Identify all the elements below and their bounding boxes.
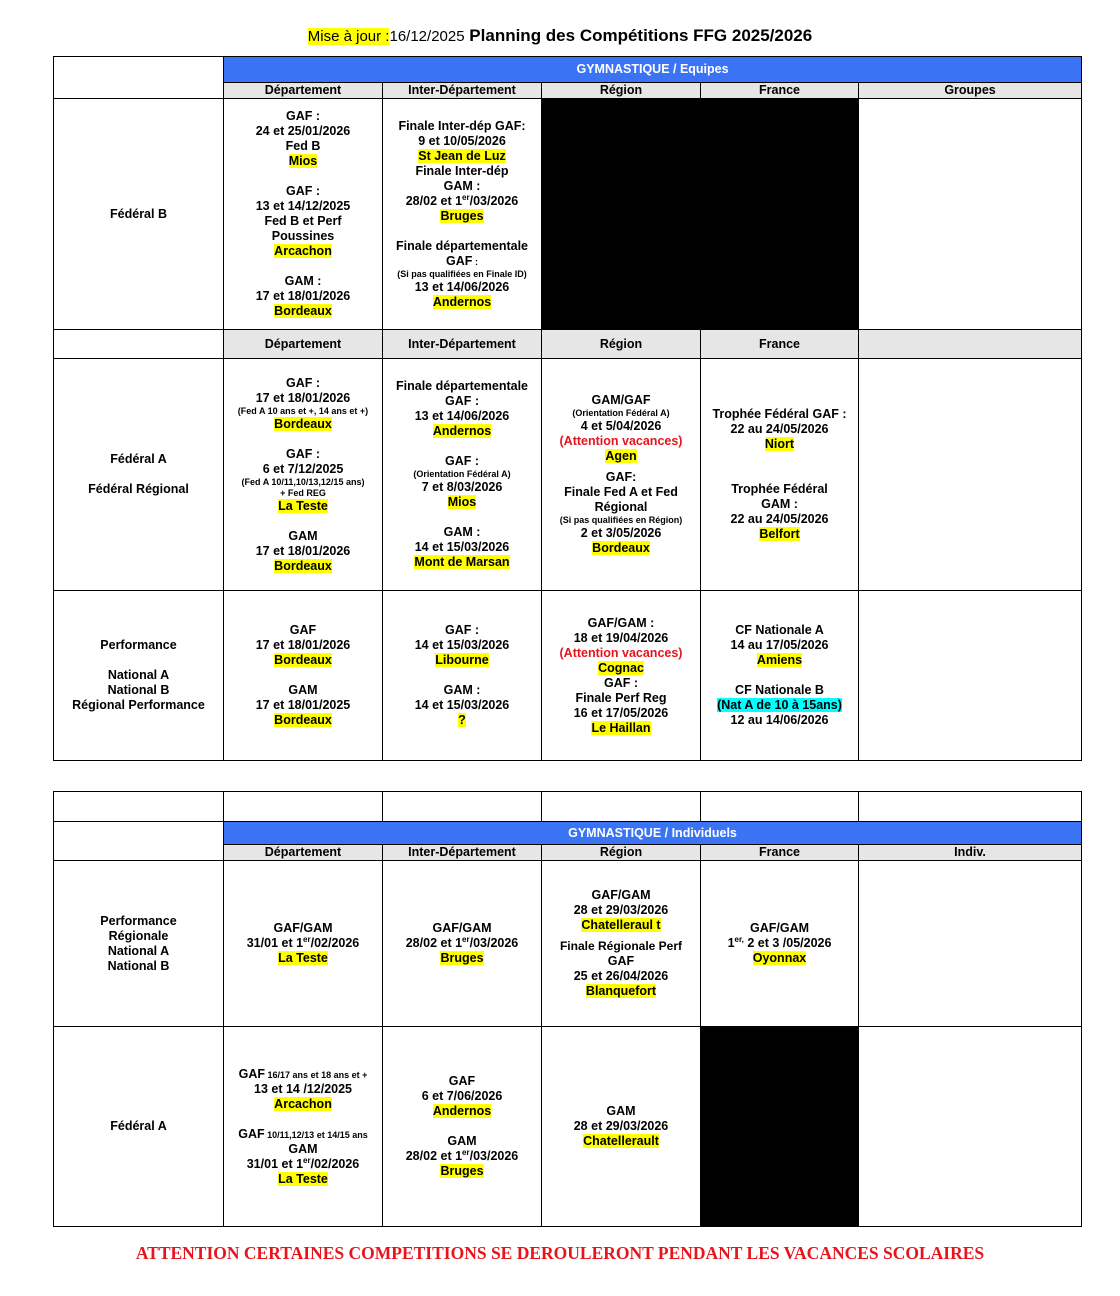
perf-inter-cell: GAF : 14 et 15/03/2026 Libourne GAM : 14 et 15/03/2026 ? — [383, 591, 542, 761]
location: Amiens — [756, 653, 803, 667]
col-header-departement: Département — [224, 330, 383, 359]
location: Bruges — [440, 1164, 484, 1178]
location: Bordeaux — [274, 713, 332, 727]
location: Bordeaux — [592, 541, 650, 555]
location: Blanquefort — [585, 984, 657, 998]
col-header-empty — [859, 330, 1082, 359]
redacted-block — [701, 1027, 859, 1227]
col-header-inter-departement: Inter-Département — [383, 845, 542, 861]
update-label: Mise à jour : — [307, 28, 390, 45]
corner-cell — [54, 822, 224, 861]
perf-extra-cell — [859, 591, 1082, 761]
location: Arcachon — [274, 244, 332, 258]
equipes-table — [53, 56, 1082, 761]
location: Bordeaux — [274, 558, 332, 573]
indiv-fedA-inter-cell: GAF 6 et 7/06/2026 Andernos GAM 28/02 et 1er/03/2026 Bruges — [383, 1027, 542, 1227]
col-header-france: France — [701, 330, 859, 359]
col-header-departement: Département — [224, 83, 383, 99]
row-label-federal-b: Fédéral B — [54, 99, 224, 330]
empty-cell — [383, 792, 542, 822]
location: Mios — [447, 495, 477, 509]
location: Andernos — [432, 1104, 492, 1118]
fedB-inter-cell: Finale Inter-dép GAF: 9 et 10/05/2026 St Jean de Luz Finale Inter-dép GAM : 28/02 et 1er/03/2026 Bruges Finale départementale GAF : (Si pas qualifiées en Finale ID) 13 et 14/06/2026 Andernos — [383, 99, 542, 330]
location: Andernos — [432, 424, 492, 438]
col-header-inter-departement: Inter-Département — [383, 83, 542, 99]
col-header-inter-departement: Inter-Département — [383, 330, 542, 359]
perf-departement-cell: GAF 17 et 18/01/2026 Bordeaux GAM 17 et 18/01/2025 Bordeaux — [224, 591, 383, 761]
col-header-departement: Département — [224, 845, 383, 861]
location: La Teste — [278, 951, 328, 965]
col-header-region: Région — [542, 845, 701, 861]
perf-france-cell: CF Nationale A 14 au 17/05/2026 Amiens CF Nationale B (Nat A de 10 à 15ans) 12 au 14/06/2026 — [701, 591, 859, 761]
vacation-warning: (Attention vacances) — [559, 645, 683, 660]
empty-cell — [701, 792, 859, 822]
location: La Teste — [278, 498, 328, 513]
indiv-perf-region-cell: GAF/GAM 28 et 29/03/2026 Chatelleraul t Finale Régionale Perf GAF 25 et 26/04/2026 Blanquefort — [542, 861, 701, 1027]
row-label-federal-a: Fédéral A Fédéral Régional — [54, 359, 224, 591]
location: Chatelleraul t — [581, 918, 661, 932]
location: La Teste — [278, 1171, 328, 1186]
indiv-perf-france-cell: GAF/GAM $1^{er,}$ 2 et 3 /05/2026 Oyonnax — [701, 861, 859, 1027]
page-title — [0, 26, 1120, 46]
indiv-fedA-region-cell: GAM 28 et 29/03/2026 Chatellerault — [542, 1027, 701, 1227]
col-header-region: Région — [542, 330, 701, 359]
row-label-performance: Performance National A National B Régional Performance — [54, 591, 224, 761]
fedA-inter-cell: Finale départementale GAF : 13 et 14/06/2026 Andernos GAF : (Orientation Fédéral A) 7 et 8/03/2026 Mios GAM : 14 et 15/03/2026 Mont de Marsan — [383, 359, 542, 591]
location: Bruges — [440, 208, 484, 223]
empty-cell — [54, 330, 224, 359]
indiv-perf-extra-cell — [859, 861, 1082, 1027]
empty-cell — [859, 792, 1082, 822]
col-header-france: France — [701, 83, 859, 99]
location: Bordeaux — [274, 653, 332, 667]
location: Andernos — [432, 294, 492, 309]
col-header-region: Région — [542, 83, 701, 99]
row-label-performance-indiv: Performance Régionale National A National B — [54, 861, 224, 1027]
fedA-departement-cell: GAF : 17 et 18/01/2026 (Fed A 10 ans et +, 14 ans et +) Bordeaux GAF : 6 et 7/12/2025 (Fed A 10/11,10/13,12/15 ans) + Fed REG La Teste GAM 17 et 18/01/2026 Bordeaux — [224, 359, 383, 591]
indiv-perf-inter-cell: GAF/GAM 28/02 et 1er/03/2026 Bruges — [383, 861, 542, 1027]
col-header-france: France — [701, 845, 859, 861]
col-header-groupes: Groupes — [859, 83, 1082, 99]
corner-cell — [54, 57, 224, 99]
row-label-federal-a-indiv: Fédéral A — [54, 1027, 224, 1227]
empty-cell — [542, 792, 701, 822]
empty-cell — [224, 792, 383, 822]
location: Oyonnax — [752, 951, 807, 965]
empty-cell — [54, 792, 224, 822]
location: Bruges — [440, 951, 484, 965]
location: Libourne — [435, 653, 489, 667]
location: St Jean de Luz — [418, 148, 506, 163]
fedA-france-cell: Trophée Fédéral GAF : 22 au 24/05/2026 Niort Trophée Fédéral GAM : 22 au 24/05/2026 Belfort — [701, 359, 859, 591]
indiv-perf-departement-cell: GAF/GAM 31/01 et 1er/02/2026 La Teste — [224, 861, 383, 1027]
location: Bordeaux — [274, 416, 332, 431]
fedB-departement-cell: GAF : 24 et 25/01/2026 Fed B Mios GAF : 13 et 14/12/2025 Fed B et Perf Poussines Arcachon GAM : 17 et 18/01/2026 Bordeaux — [224, 99, 383, 330]
update-date: 16/12/2025 — [389, 28, 465, 45]
individuels-banner: GYMNASTIQUE / Individuels — [224, 822, 1082, 845]
col-header-indiv: Indiv. — [859, 845, 1082, 861]
note-highlight: (Nat A de 10 à 15ans) — [717, 698, 842, 712]
location: Mios — [288, 154, 318, 168]
location: Chatellerault — [583, 1134, 659, 1148]
fedB-groupes-cell — [859, 99, 1082, 330]
location: ? — [458, 713, 466, 727]
perf-region-cell: GAF/GAM : 18 et 19/04/2026 (Attention vacances) Cognac GAF : Finale Perf Reg 16 et 17/05/2026 Le Haillan — [542, 591, 701, 761]
location: Niort — [764, 437, 795, 451]
location: Cognac — [598, 660, 644, 675]
location: Bordeaux — [274, 304, 332, 318]
planning-title: Planning des Compétitions FFG 2025/2026 — [469, 26, 813, 45]
individuels-table — [53, 791, 1082, 1227]
location: Arcachon — [274, 1096, 332, 1111]
location: Le Haillan — [591, 720, 651, 735]
location: Belfort — [759, 527, 800, 541]
indiv-fedA-departement-cell: GAF 16/17 ans et 18 ans et + 13 et 14 /12/2025 Arcachon GAF 10/11,12/13 et 14/15 ans GAM 31/01 et 1er/02/2026 La Teste — [224, 1027, 383, 1227]
redacted-block — [542, 99, 859, 330]
equipes-banner: GYMNASTIQUE / Equipes — [224, 57, 1082, 83]
vacation-warning: (Attention vacances) — [559, 434, 683, 448]
fedA-extra-cell — [859, 359, 1082, 591]
vacation-footer-warning: ATTENTION CERTAINES COMPETITIONS SE DEROULERONT PENDANT LES VACANCES SCOLAIRES — [135, 1243, 985, 1263]
location: Mont de Marsan — [414, 555, 510, 569]
fedA-region-cell: GAM/GAF (Orientation Fédéral A) 4 et 5/04/2026 (Attention vacances) Agen GAF: Finale Fed A et Fed Régional (Si pas qualifiées en Région) 2 et 3/05/2026 Bordeaux — [542, 359, 701, 591]
location: Agen — [605, 449, 637, 463]
indiv-fedA-extra-cell — [859, 1027, 1082, 1227]
